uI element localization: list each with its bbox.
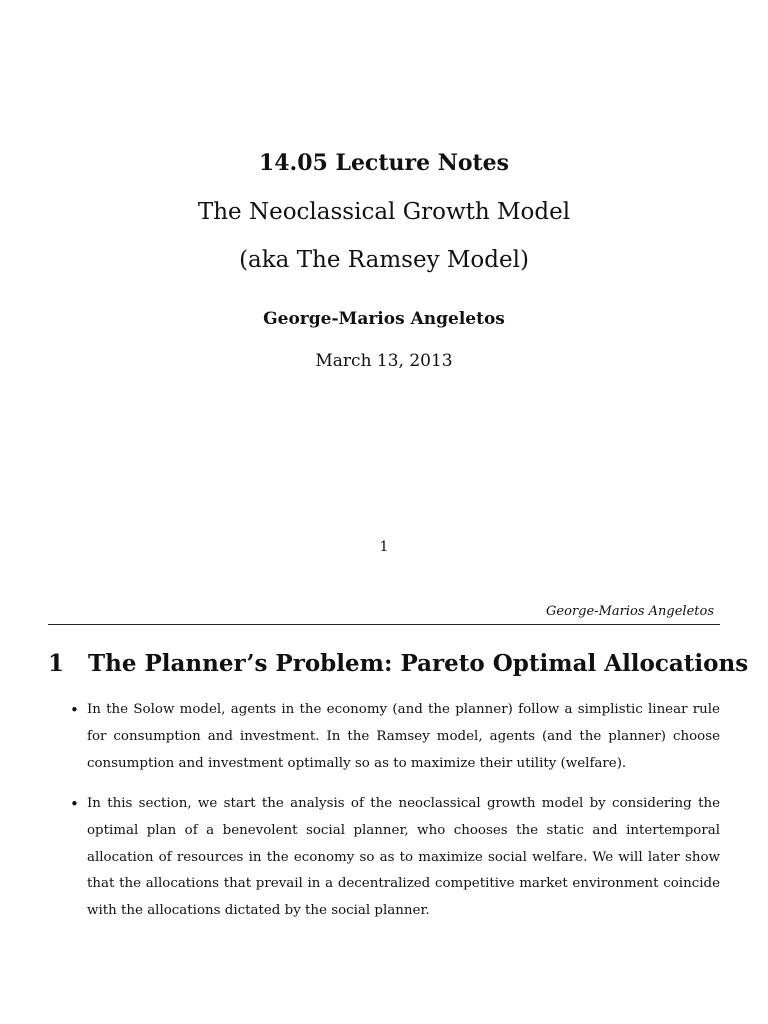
- header-divider: [48, 624, 720, 625]
- section-number: 1: [48, 650, 65, 677]
- bullet-icon: •: [70, 795, 79, 813]
- bullet-paragraph: In this section, we start the analysis of the neoclassical growth model by considering the optimal plan of a benevolent social planner, who chooses the static and intertemporal allocation of resources in the economy so as to maximize social welfare. We will later show that the allocations that prevail in a decentralized competitive market environment coincide with the allocations dictated by the social planner.: [87, 796, 720, 919]
- document-subtitle-alias: (aka The Ramsey Model): [239, 247, 529, 273]
- document-subtitle: The Neoclassical Growth Model: [197, 199, 571, 225]
- bullet-icon: •: [70, 701, 79, 719]
- section-heading: [48, 650, 748, 677]
- author-name: George-Marios Angeletos: [263, 309, 505, 329]
- page-number: 1: [379, 539, 389, 555]
- bullet-paragraph: In the Solow model, agents in the economy (and the planner) follow a simplistic linear rule for consumption and investment. In the Ramsey model, agents (and the planner) choose consumption and investment optimally so as to maximize their utility (welfare).: [87, 702, 720, 771]
- running-header-author: George-Marios Angeletos: [546, 604, 714, 619]
- document-date: March 13, 2013: [315, 351, 453, 371]
- document-title: 14.05 Lecture Notes: [258, 150, 510, 176]
- section-title: The Planner’s Problem: Pareto Optimal Allocations: [88, 650, 749, 677]
